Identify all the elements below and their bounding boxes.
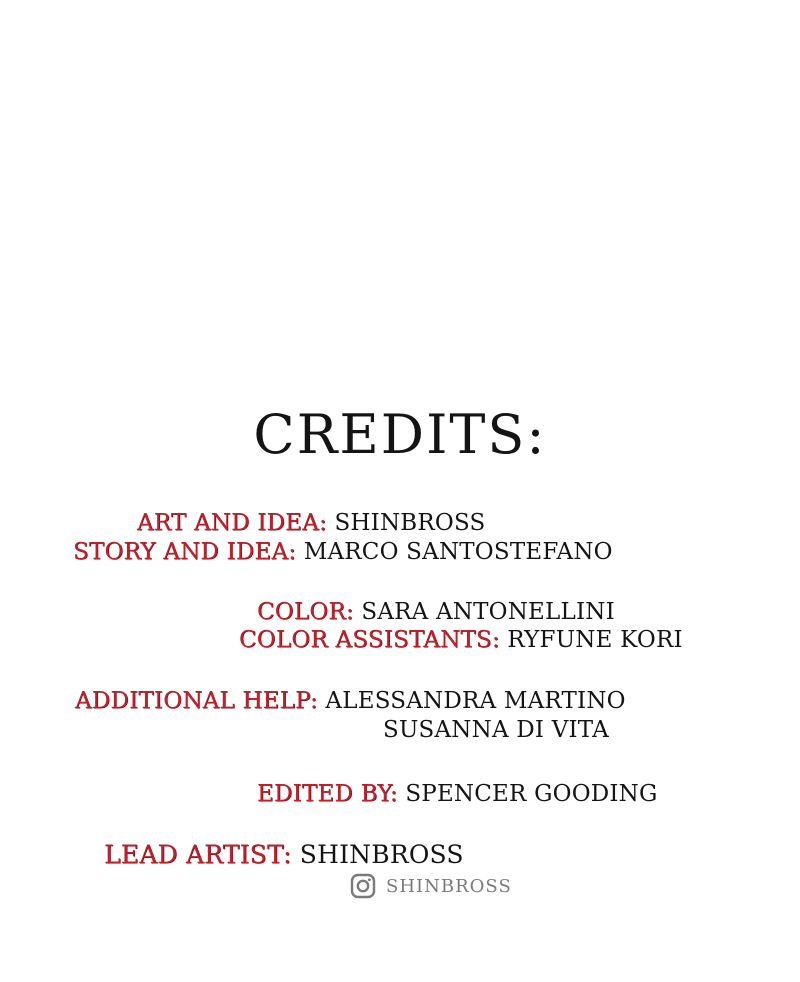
credit-name: MARCO SANTOSTEFANO — [303, 539, 613, 565]
credit-additional-help — [75, 690, 626, 713]
credit-name: ALESSANDRA MARTINO — [325, 688, 626, 714]
credit-color-assistants — [239, 629, 683, 652]
credit-color — [257, 601, 615, 624]
social-handle — [350, 873, 512, 899]
credits-title: CREDITS: — [253, 403, 547, 466]
credit-art-and-idea — [137, 512, 485, 535]
credit-name: SHINBROSS — [334, 510, 486, 536]
credit-role: ADDITIONAL HELP: — [75, 688, 318, 714]
credit-role: ART AND IDEA: — [137, 510, 327, 536]
credit-additional-help-second — [383, 719, 609, 742]
credit-role: LEAD ARTIST: — [104, 840, 292, 869]
credit-name: SUSANNA DI VITA — [383, 717, 609, 743]
credit-name: RYFUNE KORI — [507, 627, 683, 653]
instagram-handle: SHINBROSS — [386, 875, 512, 897]
credit-lead-artist — [104, 842, 464, 867]
credit-role: COLOR ASSISTANTS: — [239, 627, 500, 653]
credit-role: COLOR: — [257, 599, 354, 625]
credit-edited-by — [257, 783, 658, 806]
instagram-icon — [350, 873, 376, 899]
credit-name: SHINBROSS — [299, 840, 464, 869]
credit-role: STORY AND IDEA: — [73, 539, 297, 565]
credit-story-and-idea — [73, 541, 613, 564]
credit-role: EDITED BY: — [257, 781, 398, 807]
credit-name: SPENCER GOODING — [405, 781, 658, 807]
credit-name: SARA ANTONELLINI — [361, 599, 615, 625]
